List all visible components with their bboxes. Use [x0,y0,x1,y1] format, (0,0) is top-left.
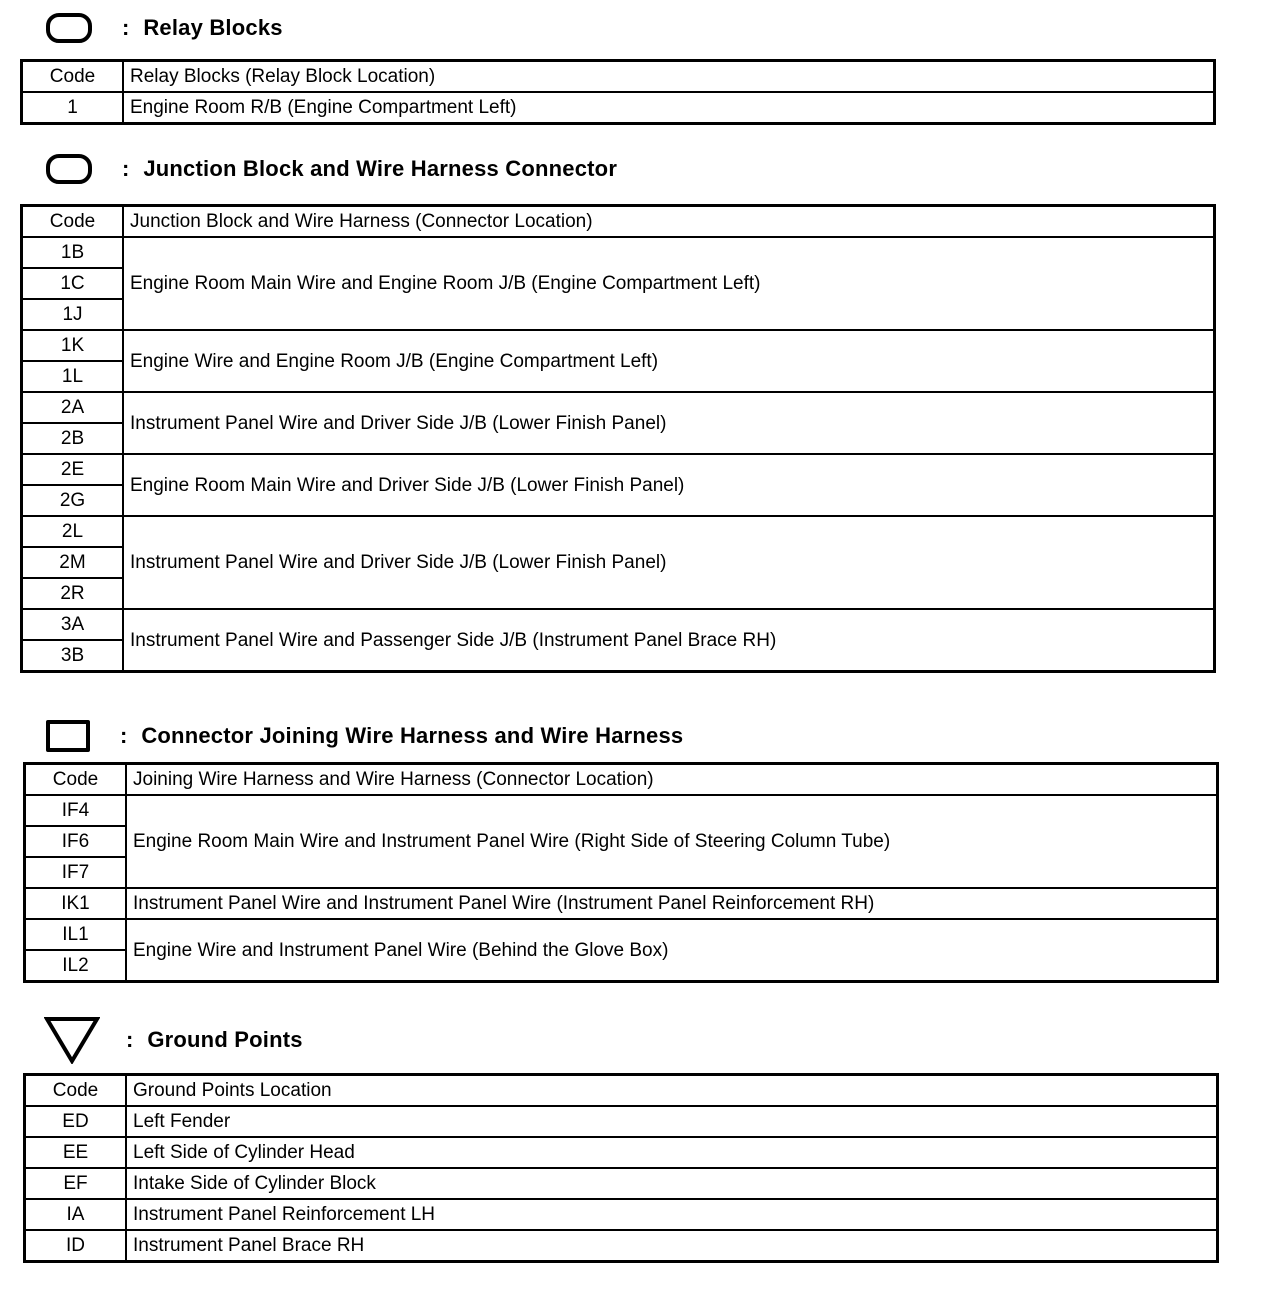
table-header-row [22,206,1215,238]
code-cell: 2R [22,578,124,609]
location-cell: Engine Wire and Instrument Panel Wire (Behind the Glove Box) [126,919,1218,982]
heading-colon: : [120,723,128,748]
table-row [22,609,1215,640]
rounded-rect-icon [46,154,92,184]
header-location-cell: Relay Blocks (Relay Block Location) [123,61,1215,93]
table-row [25,888,1218,919]
legend-table [23,762,1219,983]
code-cell: 3A [22,609,124,640]
header-location-cell: Junction Block and Wire Harness (Connector Location) [123,206,1215,238]
location-cell: Instrument Panel Reinforcement LH [126,1199,1218,1230]
location-cell: Intake Side of Cylinder Block [126,1168,1218,1199]
location-cell: Engine Room Main Wire and Driver Side J/B (Lower Finish Panel) [123,454,1215,516]
code-cell: ED [25,1106,127,1137]
heading-colon: : [126,1027,134,1052]
table-row [25,919,1218,950]
code-cell: 2E [22,454,124,485]
location-cell: Instrument Panel Wire and Driver Side J/B (Lower Finish Panel) [123,516,1215,609]
table-row [22,92,1215,124]
location-cell: Engine Room Main Wire and Instrument Panel Wire (Right Side of Steering Column Tube) [126,795,1218,888]
location-cell: Left Side of Cylinder Head [126,1137,1218,1168]
location-cell: Instrument Panel Wire and Driver Side J/B (Lower Finish Panel) [123,392,1215,454]
code-cell: 2B [22,423,124,454]
code-cell: IL2 [25,950,127,982]
code-cell: EE [25,1137,127,1168]
rectangle-icon [46,720,90,752]
location-cell: Instrument Panel Wire and Passenger Side J/B (Instrument Panel Brace RH) [123,609,1215,672]
section-heading [46,8,283,48]
table-row [25,1230,1218,1262]
table-row [22,516,1215,547]
triangle-down-icon [44,1016,100,1064]
code-cell: IA [25,1199,127,1230]
table-row [25,1168,1218,1199]
header-location-cell: Joining Wire Harness and Wire Harness (Connector Location) [126,764,1218,796]
section-title: Ground Points [147,1027,303,1052]
location-cell: Engine Room Main Wire and Engine Room J/B (Engine Compartment Left) [123,237,1215,330]
location-cell: Engine Room R/B (Engine Compartment Left) [123,92,1215,124]
section-title: Junction Block and Wire Harness Connector [143,156,618,181]
code-cell: 2M [22,547,124,578]
code-cell: 1L [22,361,124,392]
code-cell: IL1 [25,919,127,950]
header-code-cell: Code [25,1075,127,1107]
header-code-cell: Code [22,206,124,238]
header-location-cell: Ground Points Location [126,1075,1218,1107]
table-row [25,795,1218,826]
code-cell: IF4 [25,795,127,826]
table-row [22,237,1215,268]
code-cell: ID [25,1230,127,1262]
heading-colon: : [122,15,130,40]
code-cell: 3B [22,640,124,672]
location-cell: Instrument Panel Brace RH [126,1230,1218,1262]
code-cell: 1B [22,237,124,268]
code-cell: 1 [22,92,124,124]
legend-table [20,59,1216,125]
code-cell: IK1 [25,888,127,919]
location-cell: Left Fender [126,1106,1218,1137]
section-title: Connector Joining Wire Harness and Wire Harness [141,723,684,748]
table-row [22,392,1215,423]
code-cell: 1K [22,330,124,361]
code-cell: 1J [22,299,124,330]
code-cell: IF7 [25,857,127,888]
section-heading [44,1020,303,1060]
header-code-cell: Code [22,61,124,93]
code-cell: 1C [22,268,124,299]
rounded-rect-icon [46,13,92,43]
table-row [22,454,1215,485]
header-code-cell: Code [25,764,127,796]
table-header-row [25,1075,1218,1107]
heading-colon: : [122,156,130,181]
code-cell: 2G [22,485,124,516]
location-cell: Instrument Panel Wire and Instrument Panel Wire (Instrument Panel Reinforcement RH) [126,888,1218,919]
code-cell: 2L [22,516,124,547]
table-row [25,1106,1218,1137]
legend-table [23,1073,1219,1263]
table-header-row [22,61,1215,93]
section-heading [46,149,617,189]
section-heading [46,716,683,756]
table-header-row [25,764,1218,796]
code-cell: IF6 [25,826,127,857]
location-cell: Engine Wire and Engine Room J/B (Engine Compartment Left) [123,330,1215,392]
table-row [25,1137,1218,1168]
table-row [25,1199,1218,1230]
legend-table [20,204,1216,673]
code-cell: 2A [22,392,124,423]
section-title: Relay Blocks [143,15,283,40]
table-row [22,330,1215,361]
code-cell: EF [25,1168,127,1199]
